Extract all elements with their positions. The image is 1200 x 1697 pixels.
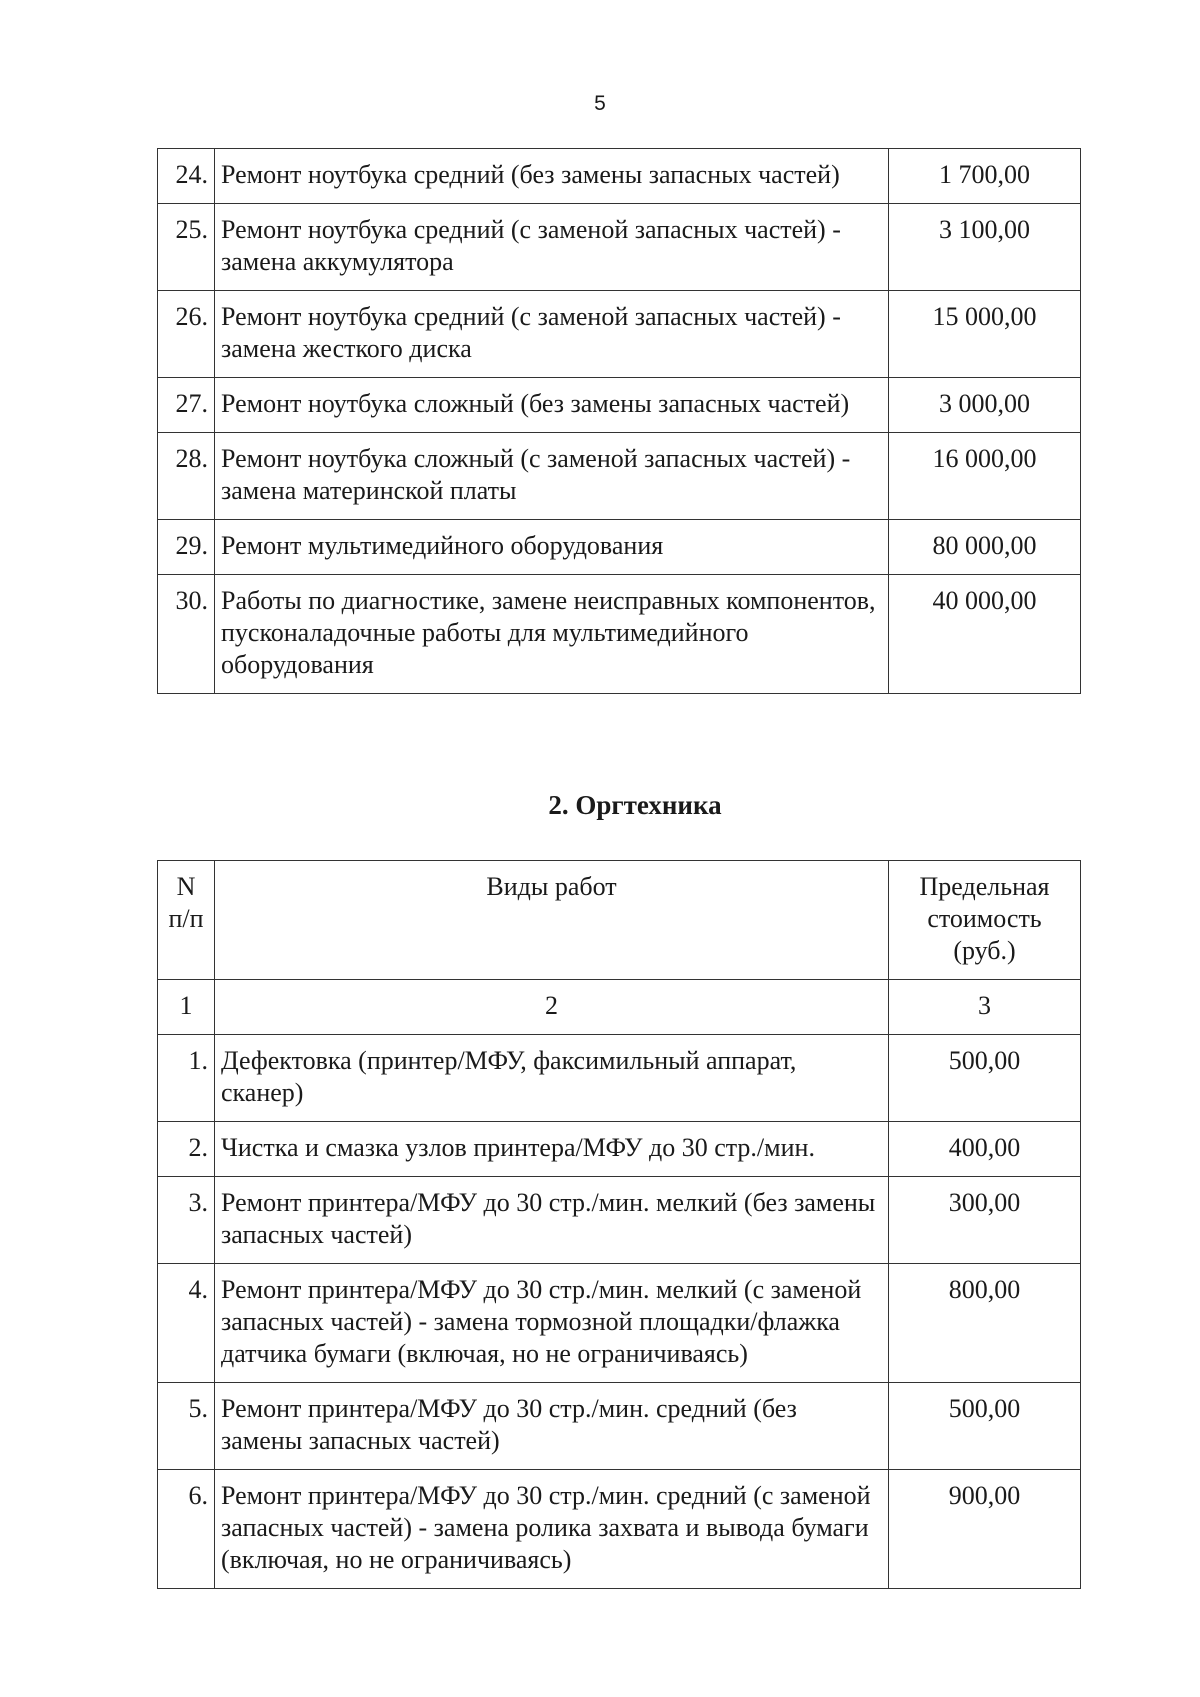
table-index-row <box>158 980 1081 1035</box>
table-row <box>158 1177 1081 1264</box>
table-row <box>158 204 1081 291</box>
work-description: Дефектовка (принтер/МФУ, факсимильный аппарат, сканер) <box>215 1035 889 1122</box>
table-row <box>158 575 1081 694</box>
table-row <box>158 1035 1081 1122</box>
table-row <box>158 378 1081 433</box>
price-value: 40 000,00 <box>889 575 1081 694</box>
row-number: 29. <box>158 520 215 575</box>
office-equipment-table <box>157 860 1081 1589</box>
work-description: Ремонт ноутбука сложный (с заменой запасных частей) - замена материнской платы <box>215 433 889 520</box>
header-number: N п/п <box>158 861 215 980</box>
work-description: Ремонт мультимедийного оборудования <box>215 520 889 575</box>
work-description: Ремонт принтера/МФУ до 30 стр./мин. мелкий (без замены запасных частей) <box>215 1177 889 1264</box>
work-description: Ремонт ноутбука средний (с заменой запасных частей) - замена аккумулятора <box>215 204 889 291</box>
work-description: Чистка и смазка узлов принтера/МФУ до 30 стр./мин. <box>215 1122 889 1177</box>
table-row <box>158 1383 1081 1470</box>
price-value: 1 700,00 <box>889 149 1081 204</box>
laptop-repair-table-continued <box>157 148 1081 694</box>
header-work-types: Виды работ <box>215 861 889 980</box>
row-number: 27. <box>158 378 215 433</box>
table-row <box>158 1122 1081 1177</box>
work-description: Ремонт ноутбука средний (без замены запасных частей) <box>215 149 889 204</box>
page-number: 5 <box>594 92 606 115</box>
price-value: 400,00 <box>889 1122 1081 1177</box>
row-number: 28. <box>158 433 215 520</box>
column-index-2: 2 <box>215 980 889 1035</box>
table-row <box>158 1264 1081 1383</box>
row-number: 6. <box>158 1470 215 1589</box>
price-value: 16 000,00 <box>889 433 1081 520</box>
work-description: Ремонт принтера/МФУ до 30 стр./мин. средний (без замены запасных частей) <box>215 1383 889 1470</box>
price-value: 300,00 <box>889 1177 1081 1264</box>
row-number: 30. <box>158 575 215 694</box>
row-number: 1. <box>158 1035 215 1122</box>
header-max-cost: Предельная стоимость (руб.) <box>889 861 1081 980</box>
work-description: Ремонт ноутбука средний (с заменой запасных частей) - замена жесткого диска <box>215 291 889 378</box>
work-description: Ремонт принтера/МФУ до 30 стр./мин. средний (с заменой запасных частей) - замена ролика захвата и вывода бумаги (включая, но не ограничиваясь) <box>215 1470 889 1589</box>
work-description: Ремонт ноутбука сложный (без замены запасных частей) <box>215 378 889 433</box>
table-row <box>158 520 1081 575</box>
work-description: Работы по диагностике, замене неисправных компонентов, пусконаладочные работы для мультимедийного оборудования <box>215 575 889 694</box>
section-title: 2. Оргтехника <box>548 790 722 820</box>
row-number: 3. <box>158 1177 215 1264</box>
column-index-3: 3 <box>889 980 1081 1035</box>
table-header-row <box>158 861 1081 980</box>
table-row <box>158 433 1081 520</box>
price-value: 500,00 <box>889 1035 1081 1122</box>
price-value: 900,00 <box>889 1470 1081 1589</box>
row-number: 26. <box>158 291 215 378</box>
price-value: 15 000,00 <box>889 291 1081 378</box>
row-number: 25. <box>158 204 215 291</box>
row-number: 4. <box>158 1264 215 1383</box>
row-number: 2. <box>158 1122 215 1177</box>
price-value: 500,00 <box>889 1383 1081 1470</box>
price-value: 3 100,00 <box>889 204 1081 291</box>
work-description: Ремонт принтера/МФУ до 30 стр./мин. мелкий (с заменой запасных частей) - замена тормозной площадки/флажка датчика бумаги (включая, но не ограничиваясь) <box>215 1264 889 1383</box>
table-row <box>158 1470 1081 1589</box>
price-value: 800,00 <box>889 1264 1081 1383</box>
table-row <box>158 149 1081 204</box>
price-value: 3 000,00 <box>889 378 1081 433</box>
price-value: 80 000,00 <box>889 520 1081 575</box>
row-number: 24. <box>158 149 215 204</box>
row-number: 5. <box>158 1383 215 1470</box>
table-row <box>158 291 1081 378</box>
column-index-1: 1 <box>158 980 215 1035</box>
